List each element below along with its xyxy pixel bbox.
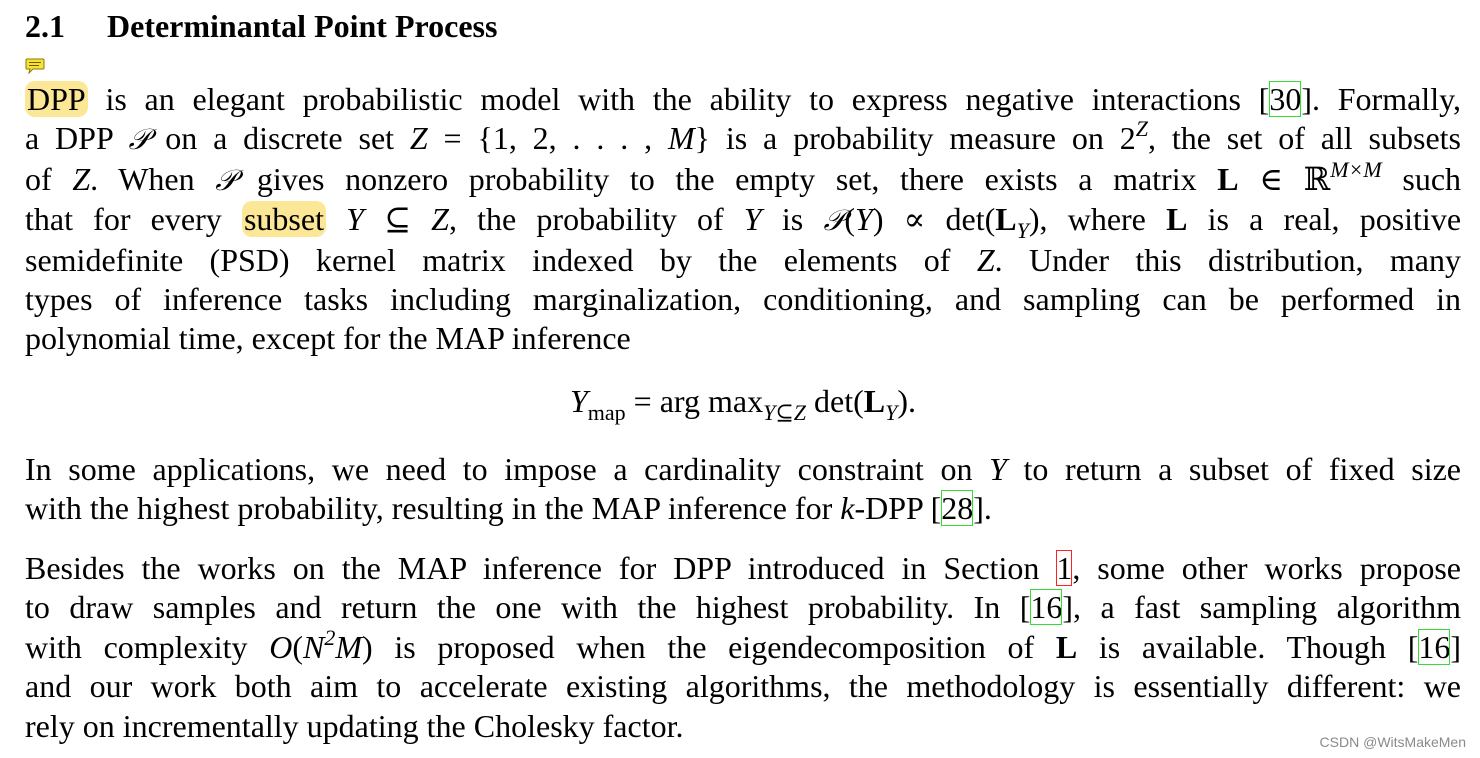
text: is available. Though [ [1077, 628, 1419, 665]
text: on a discrete set [149, 120, 410, 157]
citation-link-30[interactable]: 30 [1269, 81, 1302, 117]
text-line: a DPP 𝒫 on a discrete set Z = {1, 2, . . . , M} is a probability measure on $2^Z$, the set of all subsets [25, 116, 1462, 157]
math: 𝒫 [215, 162, 237, 197]
text: with complexity [25, 628, 270, 665]
paragraph-k-dpp [25, 450, 1461, 529]
watermark: CSDN @WitsMakeMen [1319, 734, 1466, 750]
text-line: rely on incrementally updating the Cholesky factor. [25, 707, 684, 744]
text: ], a fast sampling algorithm [1062, 589, 1461, 626]
text-line: polynomial time, except for the MAP inference [25, 320, 631, 357]
text-line: types of inference tasks including marginalization, conditioning, and sampling can be performed in [25, 281, 1461, 318]
math: Y [743, 201, 762, 238]
text-line [25, 489, 1461, 528]
text: , some other works propose [1072, 550, 1462, 586]
text: Besides the works on the MAP inference for DPP introduced in Section [25, 550, 1057, 586]
text-line: and our work both aim to accelerate existing algorithms, the methodology is essentially different: we [25, 668, 1461, 705]
math: $O(N^2M)$ [269, 624, 373, 665]
text: is [761, 201, 824, 238]
math: L [1055, 628, 1078, 665]
text: , where [1039, 201, 1167, 238]
text-line [25, 624, 1462, 667]
citation-link-28[interactable]: 28 [941, 490, 974, 527]
math: Y [989, 451, 1007, 487]
text: . When [90, 160, 216, 197]
math: L [1217, 160, 1239, 197]
math: Z [976, 241, 995, 278]
text: ] [1450, 628, 1462, 665]
section-link-1[interactable]: 1 [1056, 550, 1073, 586]
text: with the highest probability, resulting in the MAP inference for [25, 490, 841, 527]
text: to draw samples and return the one with the highest probability. In [ [25, 589, 1031, 626]
math: k [840, 490, 855, 527]
paragraph-related-work [25, 549, 1461, 746]
text-line [25, 588, 1461, 627]
section-title: Determinantal Point Process [107, 8, 498, 44]
equation-y-map: $Y_{map}$ = arg $\max_{Y⊆Z} \det(L_Y)$. [569, 383, 917, 425]
paragraph-dpp-definition [25, 80, 1461, 359]
text: semidefinite (PSD) kernel matrix indexed by the elements of [25, 241, 977, 278]
text: that for every [25, 201, 242, 238]
text: gives nonzero probability to the empty set, there exists a matrix [236, 160, 1218, 197]
text-line [25, 241, 1461, 280]
text: to return a subset of fixed size [1006, 451, 1462, 487]
text: ]. Formally, [1301, 81, 1462, 117]
text: In some applications, we need to impose a cardinality constraint on [25, 451, 990, 487]
text: is a real, positive [1187, 201, 1462, 238]
math: 𝒫(Y) ∝ $\det(L_Y)$ [823, 201, 1040, 244]
math: Z [72, 160, 91, 197]
math: Z [409, 120, 428, 157]
text: is proposed when the eigendecomposition of [372, 628, 1056, 665]
text: of [25, 160, 73, 197]
math: Y [346, 201, 364, 238]
text: , the probability of [448, 201, 744, 238]
section-heading [25, 8, 497, 45]
text-line: that for every subset Y ⊆ Z, the probability of Y is 𝒫(Y) ∝ $\det(L_Y)$, where L is a real, positive [25, 201, 1462, 244]
text-line [25, 80, 1461, 119]
text: , the set of all subsets [1147, 120, 1462, 157]
highlight-dpp[interactable]: DPP [27, 81, 86, 117]
math: 𝒫 [128, 122, 150, 157]
text: . Under this distribution, many [994, 241, 1462, 278]
text: such [1381, 160, 1462, 197]
text-line [25, 549, 1461, 588]
highlight-subset[interactable]: subset [243, 201, 324, 238]
text: -DPP [ [854, 490, 942, 527]
citation-link-16[interactable]: 16 [1030, 589, 1063, 626]
text: a DPP [25, 120, 129, 157]
section-number: 2.1 [25, 8, 65, 44]
comment-note-icon[interactable] [25, 58, 45, 74]
text: is an elegant probabilistic model with the ability to express negative interactions [ [87, 81, 1270, 117]
citation-link-16[interactable]: 16 [1418, 628, 1451, 665]
text-line [25, 450, 1461, 489]
text: ]. [973, 490, 992, 527]
math: L [1166, 201, 1188, 238]
text: is a probability measure on [710, 120, 1120, 157]
text-line: of Z. When 𝒫 gives nonzero probability to the empty set, there exists a matrix L ∈ ℝ$^{M\times M}$ such [25, 156, 1462, 197]
